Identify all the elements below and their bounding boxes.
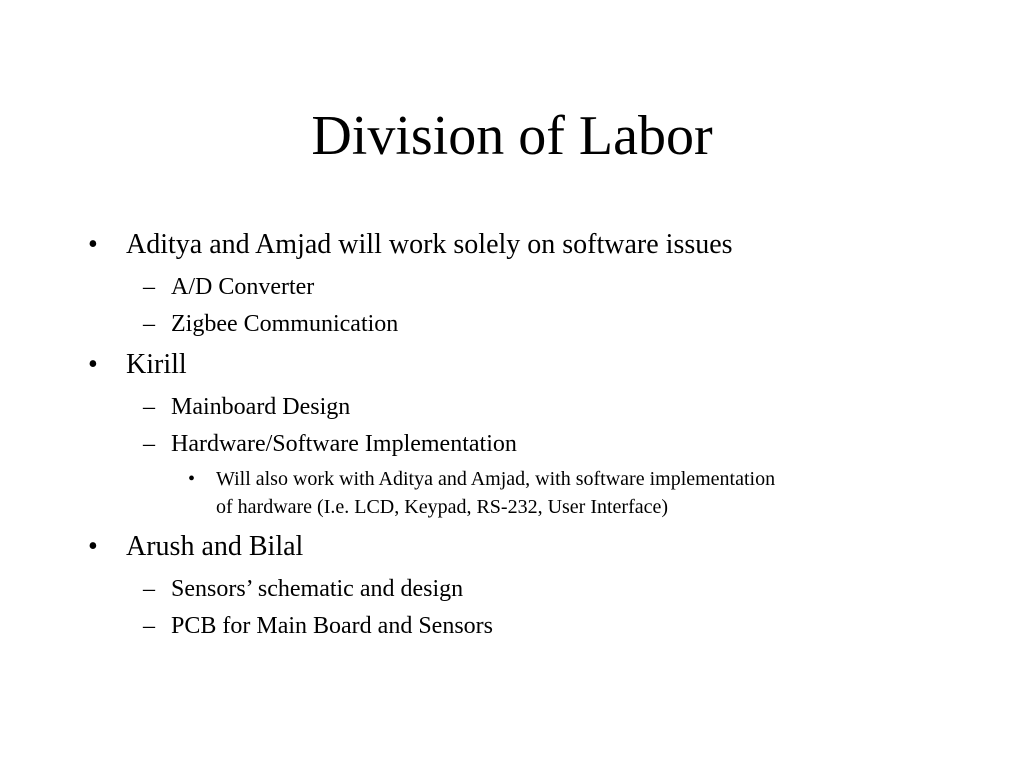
sub-bullet-text: A/D Converter: [171, 274, 315, 300]
sub-bullet-marker: –: [143, 576, 155, 602]
bullet-text: Arush and Bilal: [126, 531, 304, 562]
sub-sub-bullet-text-line-1: Will also work with Aditya and Amjad, with software implementation: [216, 468, 776, 490]
sub-sub-bullet-marker: •: [188, 468, 196, 490]
sub-sub-bullet-text-line-2: of hardware (I.e. LCD, Keypad, RS-232, User Interface): [216, 496, 669, 518]
sub-bullet-text: Mainboard Design: [171, 394, 351, 420]
sub-bullet-marker: –: [143, 274, 155, 300]
sub-bullet-marker: –: [143, 431, 155, 457]
sub-bullet-marker: –: [143, 394, 155, 420]
bullet-marker: •: [88, 349, 98, 380]
sub-bullet-marker: –: [143, 311, 155, 337]
bullet-marker: •: [88, 531, 98, 562]
bullet-text: Kirill: [126, 349, 187, 380]
sub-bullet-marker: –: [143, 613, 155, 639]
bullet-text: Aditya and Amjad will work solely on software issues: [126, 229, 733, 260]
slide-title: Division of Labor: [311, 105, 713, 167]
sub-bullet-text: Hardware/Software Implementation: [171, 431, 517, 457]
bullet-marker: •: [88, 229, 98, 260]
sub-bullet-text: PCB for Main Board and Sensors: [171, 613, 493, 639]
sub-bullet-text: Zigbee Communication: [171, 311, 399, 337]
sub-bullet-text: Sensors’ schematic and design: [171, 576, 464, 602]
sub-sub-bullet-item: [188, 465, 968, 525]
